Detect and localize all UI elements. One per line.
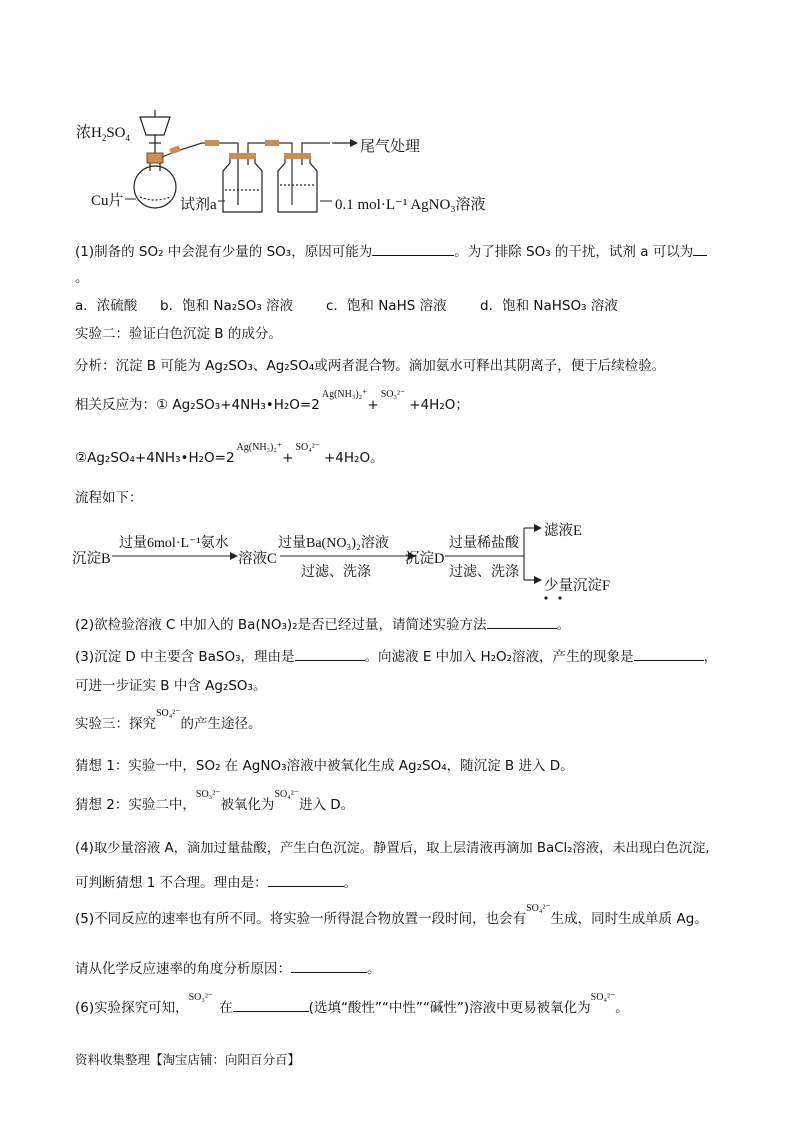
- rubber-joint-1: [169, 145, 180, 154]
- agno3-label: 0.1 mol·L⁻¹ AgNO₃溶液: [335, 197, 486, 213]
- flow-step2-top: 过量Ba(NO₃)₂溶液: [278, 536, 389, 551]
- flow-title: 流程如下：: [75, 490, 143, 506]
- exp2-title: 实验二：验证白色沉淀 B 的成分。: [75, 326, 282, 342]
- footer-note: 资料收集整理【淘宝店铺：向阳百分百】: [75, 1052, 301, 1067]
- guess-2: 猜想 2：实验二中，$^{SO_3^{2-}}$被氧化为$^{SO_4^{2-}}$进入 D。: [75, 789, 355, 813]
- q1-blank-2[interactable]: [693, 243, 707, 256]
- rubber-joint-3: [265, 140, 279, 146]
- q5-blank[interactable]: [291, 960, 367, 973]
- reaction-2: $②Ag_2SO_4+4NH_3•H_2O=2^{Ag(NH_3)_2^+}+^{SO_4^{2-}}+4H_2O$。: [75, 442, 384, 466]
- analysis-text: 分析：沉淀 B 可能为 Ag₂SO₃、Ag₂SO₄或两者混合物。滴加氨水可释出其阴离子，便于后续检验。: [75, 358, 666, 374]
- round-flask: [134, 163, 176, 208]
- ion-ag-nh3-2: Ag(NH₃)₂⁺: [236, 442, 283, 453]
- flow-chart: [72, 518, 632, 600]
- flow-out2: 少量沉淀F: [544, 578, 611, 594]
- exp3-ion: SO₄²⁻: [156, 708, 181, 719]
- rubber-joint-2: [205, 140, 219, 146]
- q3-line-1: (3)沉淀 D 中主要含 BaSO₃，理由是 。向滤液 E 中加入 H₂O₂溶液，产生的现象是 ，: [75, 649, 718, 665]
- q3-blank-2[interactable]: [634, 648, 704, 661]
- flow-step3-bottom: 过滤、洗涤: [449, 565, 519, 580]
- guess-1: 猜想 1：实验一中，SO₂ 在 AgNO₃溶液中被氧化生成 Ag₂SO₄，随沉淀 B 进入 D。: [75, 758, 574, 774]
- reagent-label: 试剂a: [180, 197, 217, 213]
- q1-line-2: 。: [75, 270, 89, 286]
- ion-ag-nh3: Ag(NH₃)₂⁺: [321, 389, 368, 400]
- option-c: c．饱和 NaHS 溶液: [326, 298, 447, 314]
- q4-line-2: 可判断猜想 1 不合理。理由是： 。: [75, 875, 358, 891]
- apparatus-diagram: [70, 105, 500, 220]
- q3-line-2: 可进一步证实 B 中含 Ag₂SO₃。: [75, 678, 267, 694]
- q1-line-1: (1)制备的 SO₂ 中会混有少量的 SO₃，原因可能为 。为了排除 SO₃ 的干扰，试剂 a 可以为: [75, 243, 707, 260]
- q6-line: (6)实验探究可知，$^{SO_3^{2-}}$在 (选填“酸性”“中性”“碱性”)溶液中更易被氧化为$^{SO_4^{2-}}$。: [75, 992, 629, 1016]
- q5-line-2: 请从化学反应速率的角度分析原因： 。: [75, 961, 381, 977]
- stopper: [147, 153, 163, 163]
- option-d: d．饱和 NaHSO₃ 溶液: [480, 298, 618, 314]
- q2-line: (2)欲检验溶液 C 中加入的 Ba(NO₃)₂是否已经过量，请简述实验方法 。: [75, 617, 571, 633]
- copper-label: Cu片: [91, 193, 124, 209]
- q1-blank-1[interactable]: [372, 243, 454, 256]
- flow-node2: 溶液C: [238, 551, 277, 567]
- q4-line-1: (4)取少量溶液 A，滴加过量盐酸，产生白色沉淀。静置后，取上层清液再滴加 BaCl₂溶液，未出现白色沉淀,: [75, 841, 710, 856]
- ion-so4: SO₄²⁻: [295, 442, 320, 453]
- reaction-1: 相关反应为：① $Ag_2SO_3+4NH_3•H_2O=2^{Ag(NH_3)_2^+}+^{SO_3^{2-}}+4H_2O$；: [75, 389, 469, 413]
- option-a: a．浓硫酸: [75, 298, 138, 314]
- q5-line-1: (5)不同反应的速率也有所不同。将实验一所得混合物放置一段时间，也会有$^{SO_4^{2-}}$生成，同时生成单质 Ag。: [75, 903, 708, 927]
- ion-so3: SO₃²⁻: [380, 389, 406, 400]
- flow-step1: 过量6mol·L⁻¹氨水: [119, 536, 229, 551]
- flow-step2-bottom: 过滤、洗涤: [301, 565, 371, 580]
- exhaust-label: 尾气处理: [360, 139, 421, 155]
- flow-step3-top: 过量稀盐酸: [449, 536, 519, 551]
- flow-out1: 滤液E: [544, 523, 582, 539]
- exp3-title: 实验三：探究$^{SO_4^{2-}}$的产生途径。: [75, 708, 262, 732]
- q1-options: [75, 298, 618, 314]
- q6-blank[interactable]: [233, 999, 309, 1012]
- flow-node3: 沉淀D: [405, 551, 445, 567]
- q2-blank[interactable]: [487, 616, 557, 629]
- acid-label: 浓$H_2SO_4$: [76, 125, 131, 143]
- option-b: b．饱和 Na₂SO₃ 溶液: [160, 298, 294, 314]
- flow-start: 沉淀B: [72, 551, 111, 567]
- q4-blank[interactable]: [268, 874, 344, 887]
- q3-blank-1[interactable]: [295, 648, 365, 661]
